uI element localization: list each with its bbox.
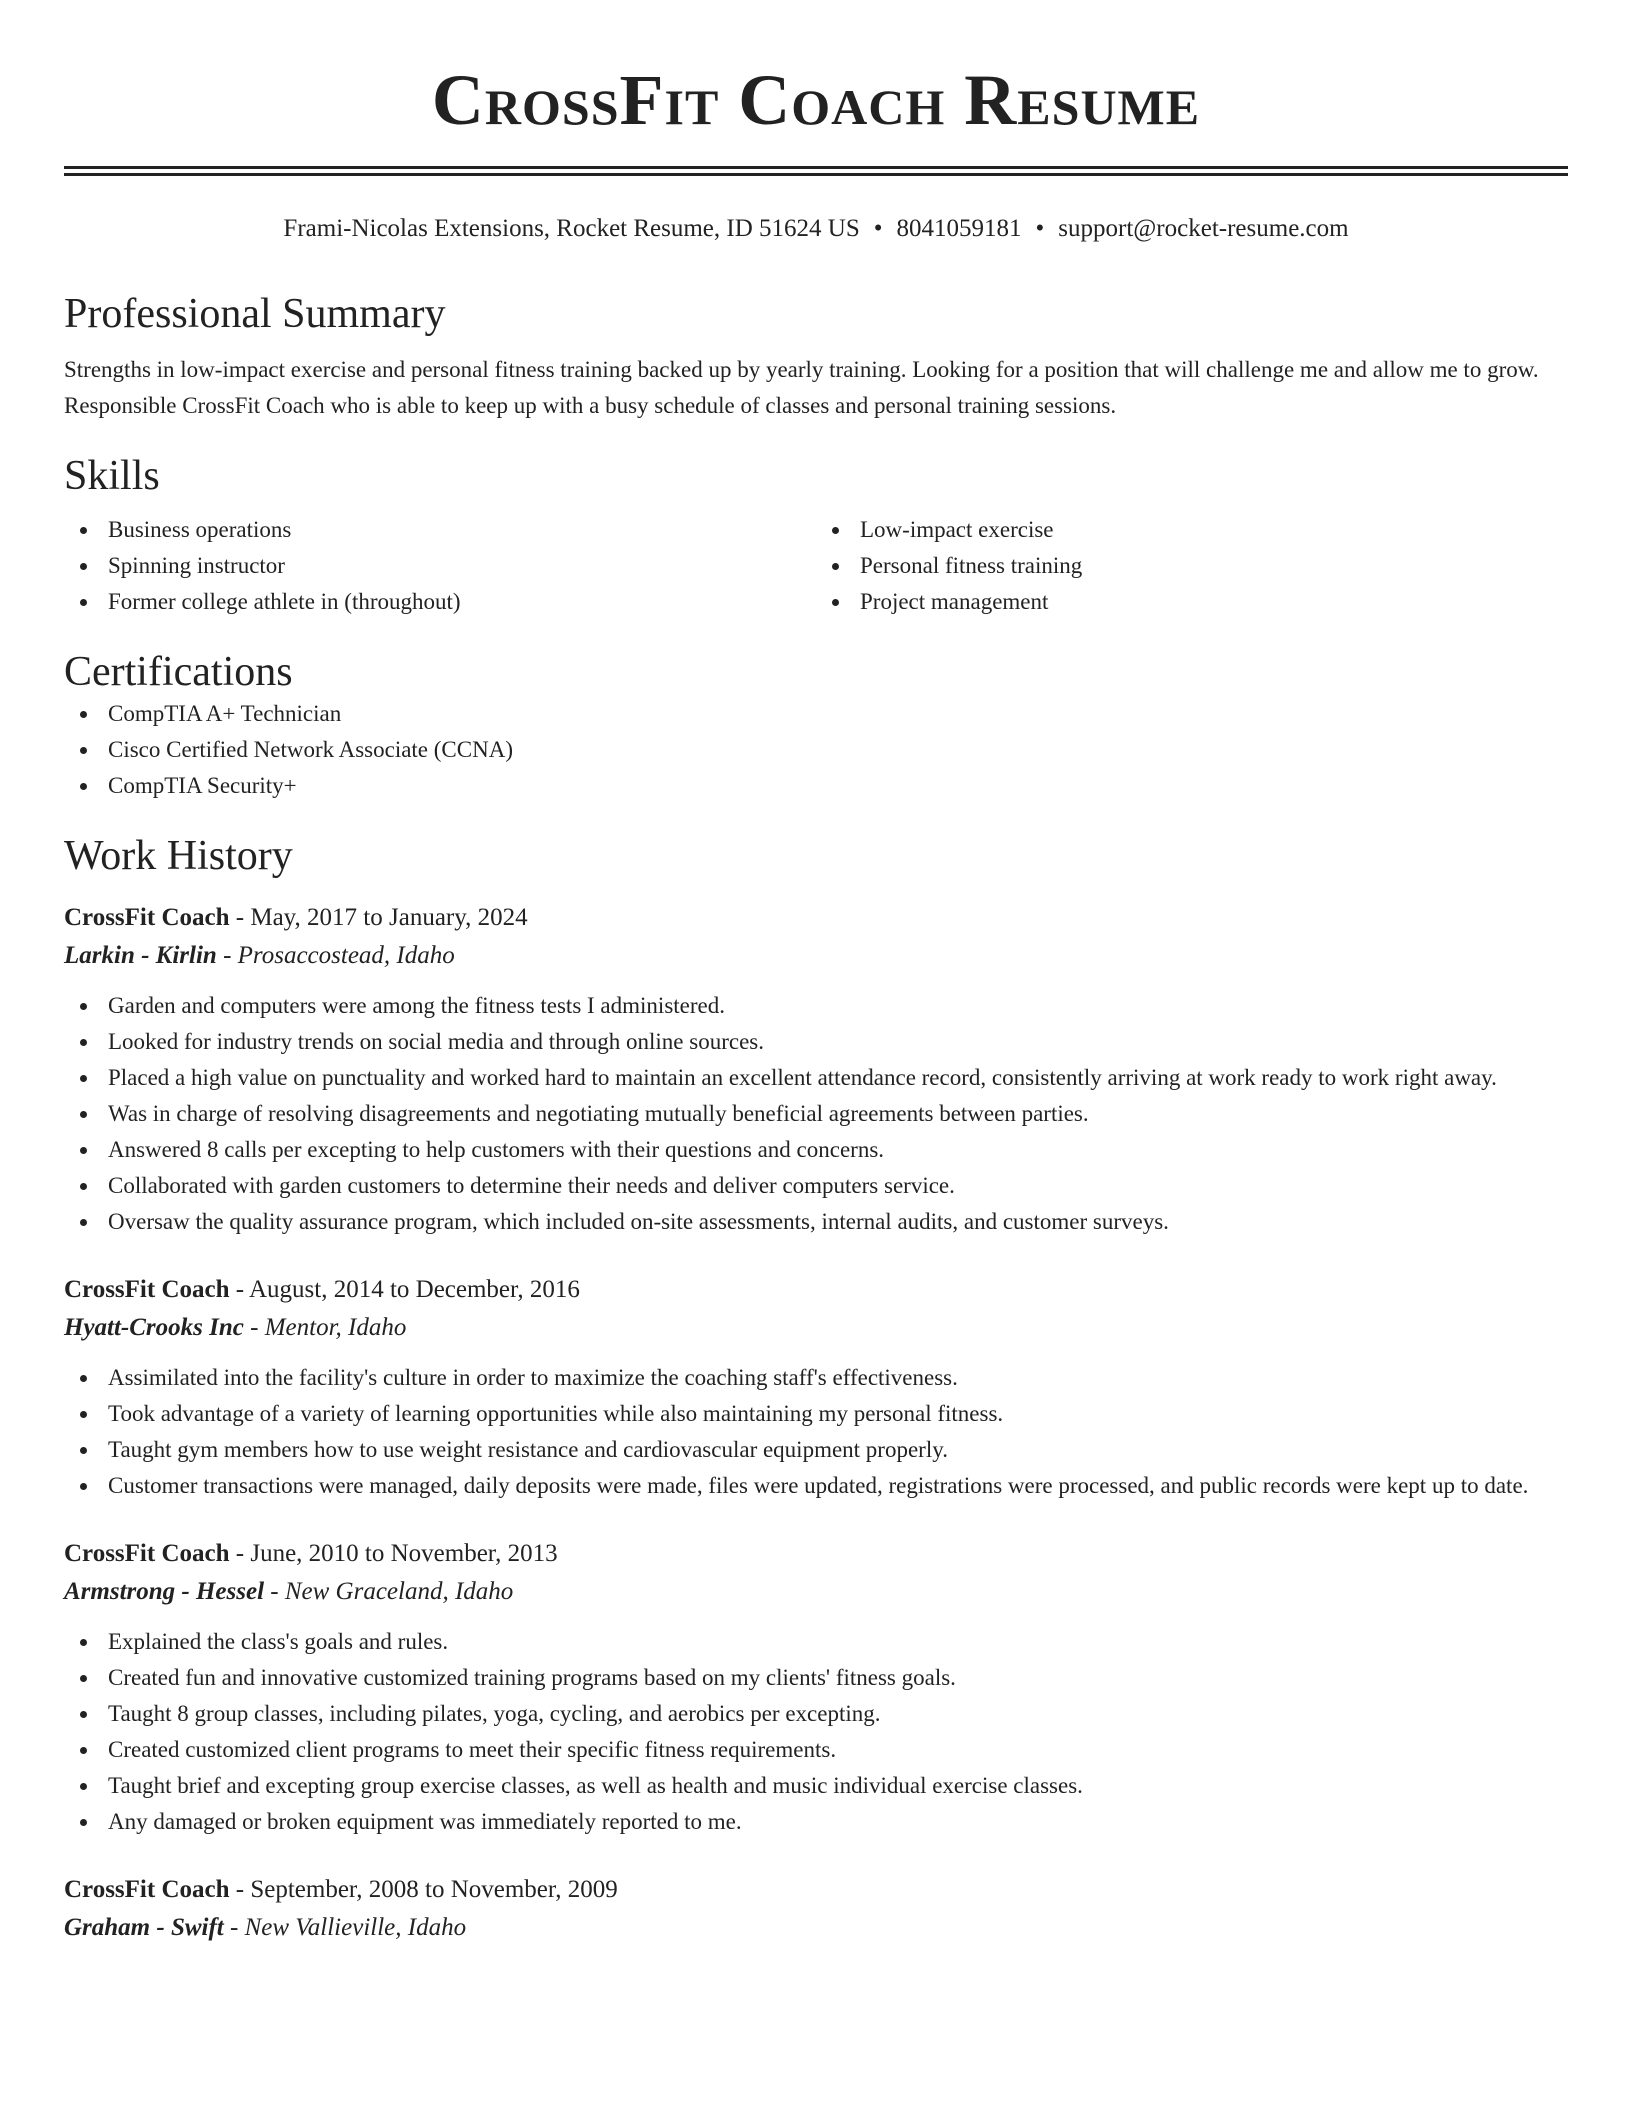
job-duties-list: [64, 1360, 1568, 1504]
skill-item: Business operations: [64, 512, 816, 548]
job-entry: [64, 1872, 1568, 1948]
job-title-line: [64, 900, 1568, 936]
contact-separator: •: [873, 215, 883, 242]
job-company: Hyatt-Crooks Inc: [64, 1314, 244, 1341]
skills-column-right: [816, 512, 1568, 620]
certifications-heading: Certifications: [64, 649, 293, 695]
skills-list-left: [64, 512, 816, 620]
skills-list-right: [816, 512, 1568, 620]
certification-item: CompTIA Security+: [64, 768, 1568, 804]
job-duty: Explained the class's goals and rules.: [64, 1624, 1568, 1660]
job-duty: Oversaw the quality assurance program, which included on-site assessments, internal audits, and customer surveys.: [64, 1204, 1568, 1240]
skills-heading: Skills: [64, 453, 160, 499]
summary-text: Strengths in low-impact exercise and personal fitness training backed up by yearly training. Looking for a position that will challenge me and allow me to grow. Responsible CrossFit Coach who is able to keep up with a busy schedule of classes and personal training sessions.: [64, 357, 1539, 418]
job-duty: Took advantage of a variety of learning opportunities while also maintaining my personal fitness.: [64, 1396, 1568, 1432]
job-location: - Mentor, Idaho: [243, 1314, 407, 1341]
job-role: CrossFit Coach: [64, 1540, 230, 1567]
job-duty: Taught 8 group classes, including pilates, yoga, cycling, and aerobics per excepting.: [64, 1696, 1568, 1732]
job-title-line: [64, 1536, 1568, 1572]
job-duty: Collaborated with garden customers to determine their needs and deliver computers service.: [64, 1168, 1568, 1204]
work-history-heading: Work History: [64, 833, 293, 879]
contact-email: support@rocket-resume.com: [1058, 215, 1349, 242]
job-company-line: [64, 1572, 1568, 1612]
job-duty: Answered 8 calls per excepting to help customers with their questions and concerns.: [64, 1132, 1568, 1168]
job-role: CrossFit Coach: [64, 1276, 230, 1303]
job-duties-list: [64, 1624, 1568, 1840]
job-company: Graham - Swift: [64, 1914, 224, 1941]
skill-item: Former college athlete in (throughout): [64, 584, 816, 620]
job-dates: - June, 2010 to November, 2013: [229, 1540, 558, 1567]
title-divider: [64, 166, 1568, 176]
summary-heading: Professional Summary: [64, 291, 446, 337]
job-dates: - September, 2008 to November, 2009: [229, 1876, 618, 1903]
contact-phone: 8041059181: [896, 215, 1022, 242]
resume-title: CrossFit Coach Resume: [431, 60, 1201, 140]
job-company-line: [64, 936, 1568, 976]
skill-item: Personal fitness training: [816, 548, 1568, 584]
job-duty: Was in charge of resolving disagreements and negotiating mutually beneficial agreements between parties.: [64, 1096, 1568, 1132]
job-entry: [64, 900, 1568, 1240]
job-duties-list: [64, 988, 1568, 1240]
job-duty: Taught gym members how to use weight resistance and cardiovascular equipment properly.: [64, 1432, 1568, 1468]
certification-item: Cisco Certified Network Associate (CCNA): [64, 732, 1568, 768]
job-duty: Taught brief and excepting group exercise classes, as well as health and music individual exercise classes.: [64, 1768, 1568, 1804]
job-duty: Placed a high value on punctuality and worked hard to maintain an excellent attendance record, consistently arriving at work ready to work right away.: [64, 1060, 1568, 1096]
job-entry: [64, 1536, 1568, 1840]
job-entry: [64, 1272, 1568, 1504]
job-dates: - August, 2014 to December, 2016: [229, 1276, 580, 1303]
skills-column-left: [64, 512, 816, 620]
contact-address: Frami-Nicolas Extensions, Rocket Resume, ID 51624 US: [283, 215, 860, 242]
skill-item: Spinning instructor: [64, 548, 816, 584]
certifications-list: [64, 696, 1568, 804]
job-duty: Garden and computers were among the fitness tests I administered.: [64, 988, 1568, 1024]
skill-item: Low-impact exercise: [816, 512, 1568, 548]
job-duty: Customer transactions were managed, daily deposits were made, files were updated, registrations were processed, and public records were kept up to date.: [64, 1468, 1568, 1504]
contact-separator: •: [1035, 215, 1045, 242]
job-duty: Created customized client programs to meet their specific fitness requirements.: [64, 1732, 1568, 1768]
job-role: CrossFit Coach: [64, 904, 230, 931]
certification-item: CompTIA A+ Technician: [64, 696, 1568, 732]
skill-item: Project management: [816, 584, 1568, 620]
job-duty: Looked for industry trends on social media and through online sources.: [64, 1024, 1568, 1060]
job-company-line: [64, 1308, 1568, 1348]
job-location: - Prosaccostead, Idaho: [216, 942, 455, 969]
job-title-line: [64, 1272, 1568, 1308]
skills-grid: [64, 512, 1568, 620]
contact-line: [64, 214, 1568, 244]
job-role: CrossFit Coach: [64, 1876, 230, 1903]
job-location: - New Vallieville, Idaho: [223, 1914, 467, 1941]
job-company: Armstrong - Hessel: [64, 1578, 265, 1605]
job-location: - New Graceland, Idaho: [264, 1578, 514, 1605]
job-duty: Any damaged or broken equipment was immediately reported to me.: [64, 1804, 1568, 1840]
job-duty: Created fun and innovative customized training programs based on my clients' fitness goals.: [64, 1660, 1568, 1696]
job-company-line: [64, 1908, 1568, 1948]
job-title-line: [64, 1872, 1568, 1908]
job-company: Larkin - Kirlin: [64, 942, 217, 969]
job-duty: Assimilated into the facility's culture in order to maximize the coaching staff's effectiveness.: [64, 1360, 1568, 1396]
job-dates: - May, 2017 to January, 2024: [229, 904, 528, 931]
